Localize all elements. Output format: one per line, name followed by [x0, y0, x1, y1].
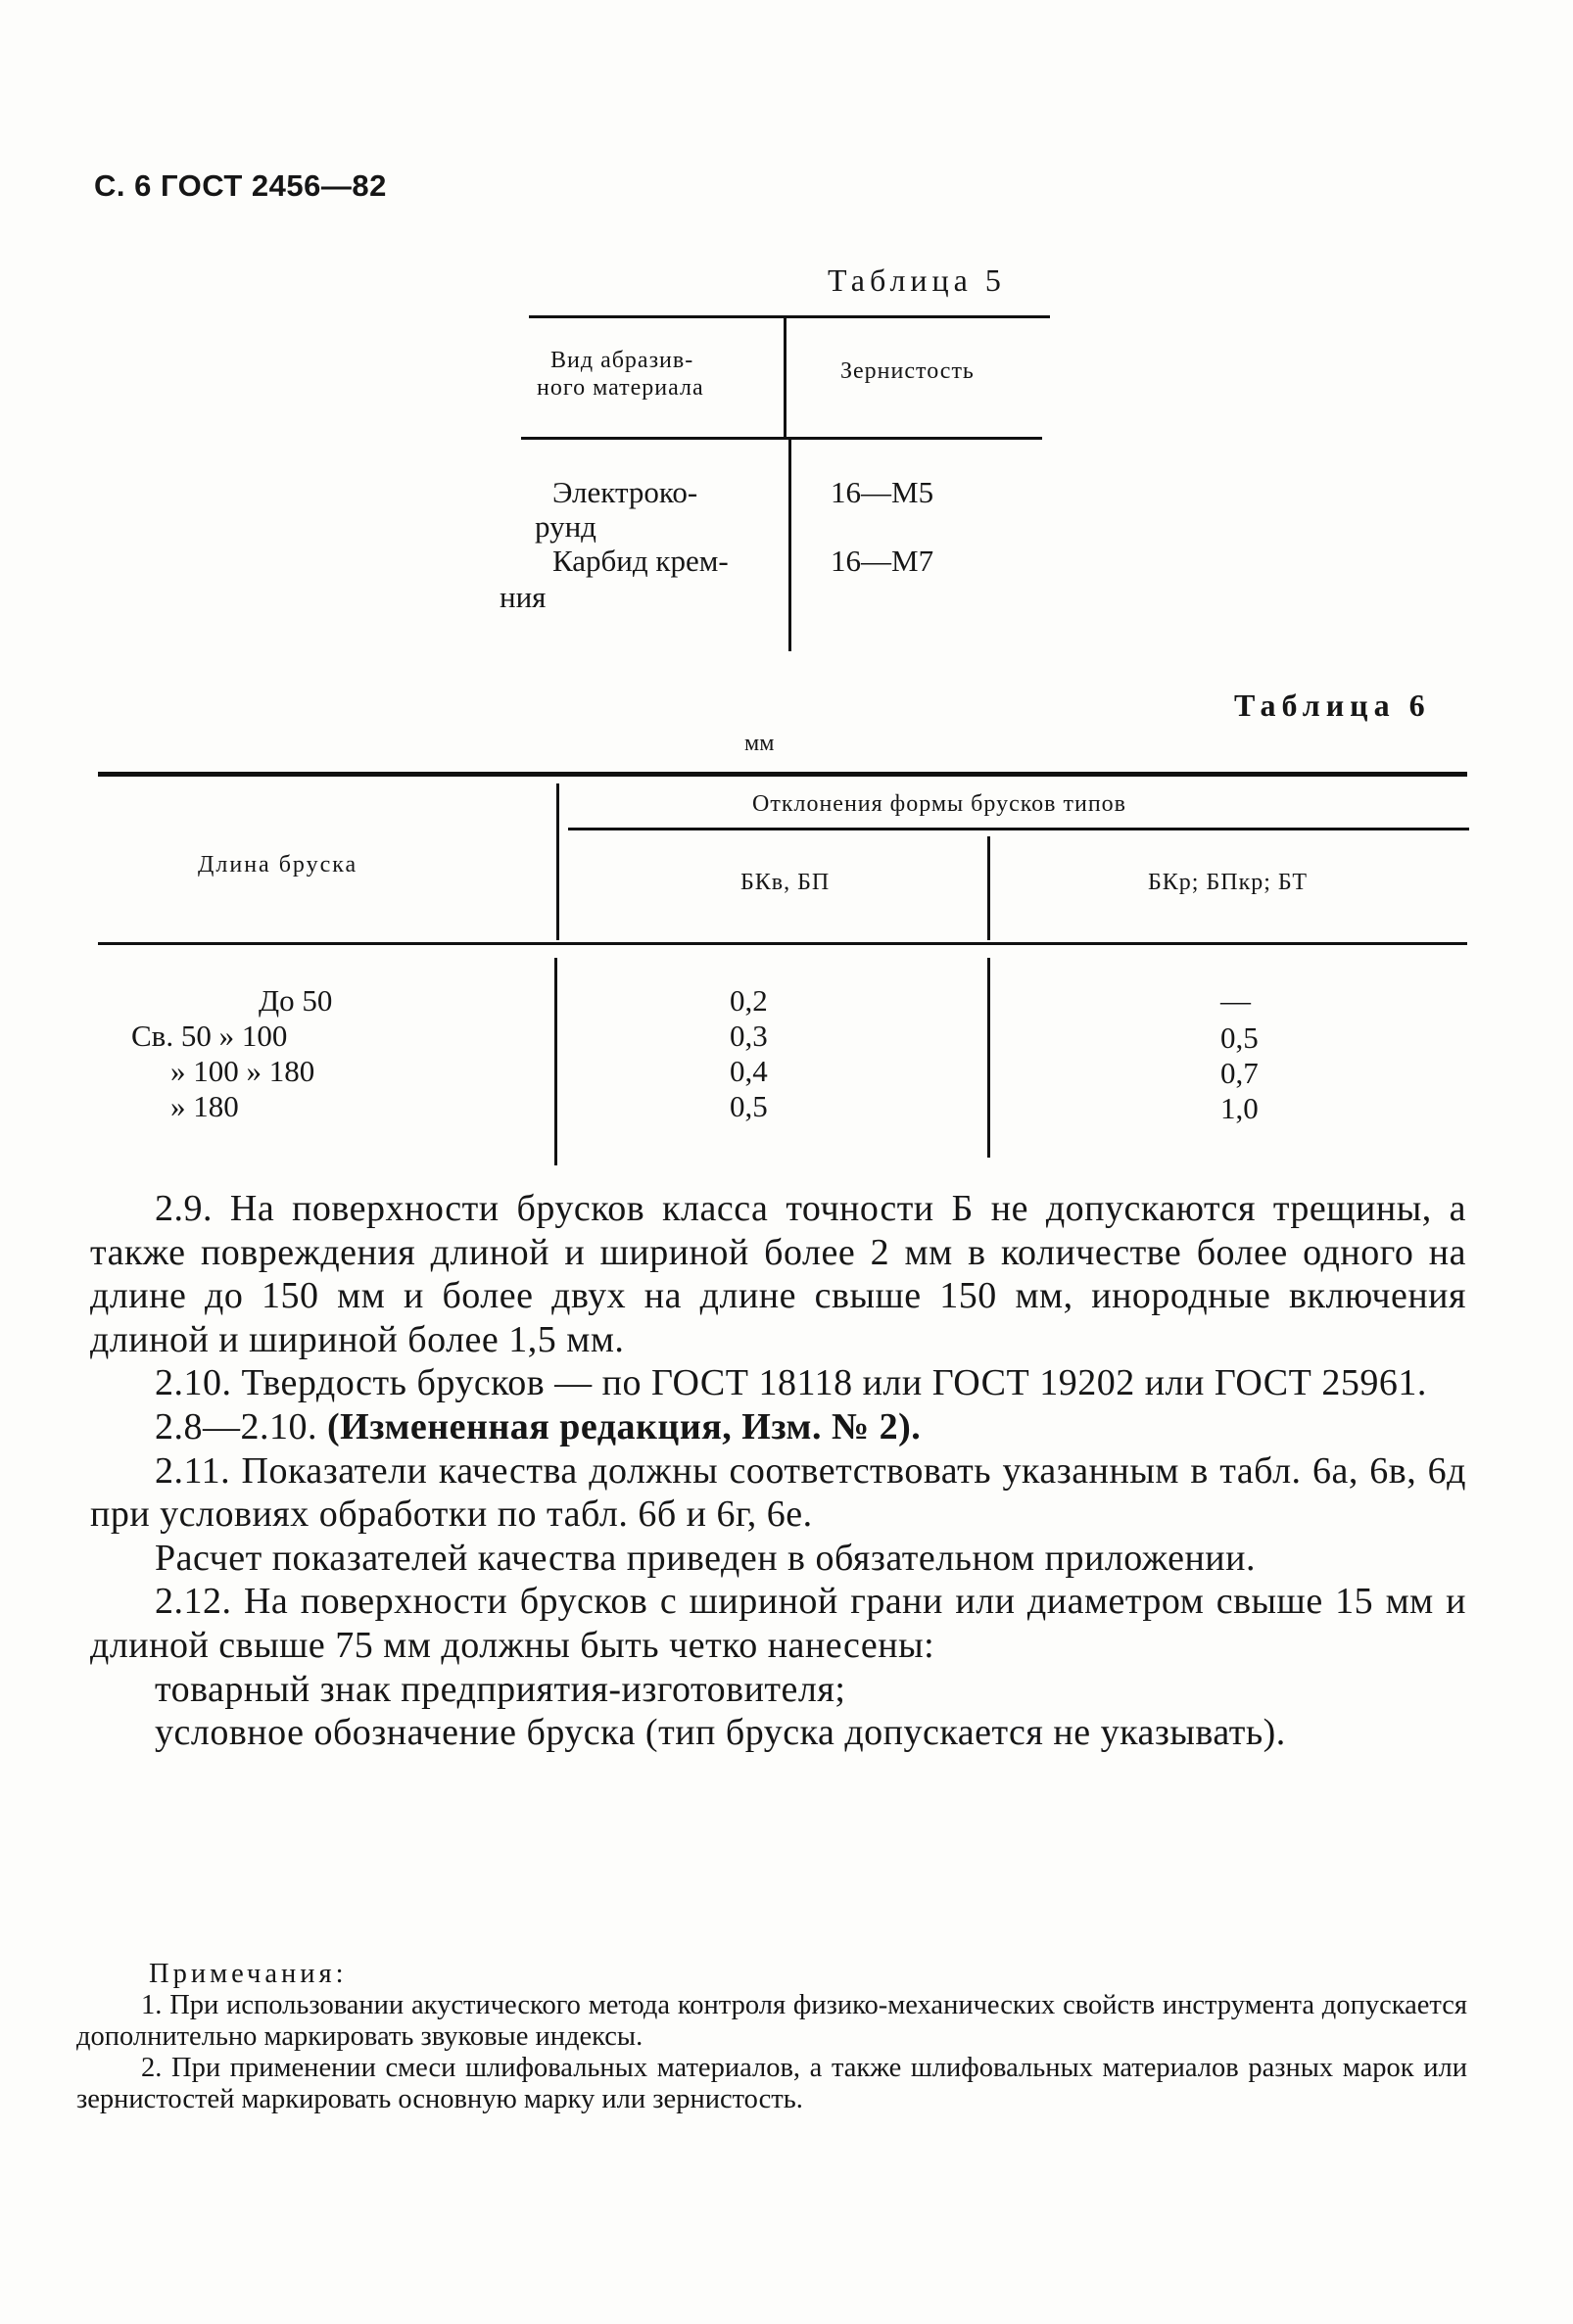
table5-row2-grit: 16—М7: [831, 544, 934, 578]
table6-caption: Таблица 6: [1234, 688, 1431, 723]
note-1: 1. При использовании акустического метода контроля физико-механических свойств инструмента допускается дополнительно маркировать звуковые индексы.: [76, 1990, 1467, 2052]
table6-body-divider-1: [554, 958, 557, 1165]
table6-row2-length: Св. 50 » 100: [131, 1019, 288, 1053]
table6-header-rule: [98, 942, 1467, 945]
table5-col2-header: Зернистость: [840, 358, 975, 384]
table6-row4-length: » 180: [170, 1089, 239, 1123]
table6-body-divider-2: [987, 958, 990, 1158]
table5-header-divider: [784, 315, 786, 437]
table6-sub-header-1: БКв, БП: [740, 870, 831, 895]
table6-header-divider-sub: [987, 836, 990, 940]
table5-row1-grit: 16—М5: [831, 475, 934, 509]
note-2: 2. При применении смеси шлифовальных материалов, а также шлифовальных материалов разных марок или зернистостей маркировать основную марку или зернистость.: [76, 2053, 1467, 2114]
table6-sub-header-2: БКр; БПкр; БТ: [1148, 870, 1309, 895]
notes-title: Примечания:: [149, 1959, 348, 1989]
table6-group-rule: [568, 828, 1469, 830]
table5-row2-material-line2: ния: [500, 580, 547, 614]
paragraph-2-11-calc: Расчет показателей качества приведен в обязательном приложении.: [155, 1537, 1256, 1579]
table5-top-rule: [529, 315, 1050, 318]
table6-header-divider-main: [556, 783, 559, 940]
table6-col1-header: Длина бруска: [198, 852, 358, 877]
table6-unit: мм: [744, 731, 775, 756]
body-text: [90, 1187, 1466, 1755]
amendment-note: (Измененная редакция, Изм. № 2).: [327, 1405, 922, 1447]
table6-row2-v2: 0,5: [1220, 1020, 1259, 1055]
paragraph-2-11: 2.11. Показатели качества должны соответствовать указанным в табл. 6а, 6в, 6д при условиях обработки по табл. 6б и 6г, 6е.: [90, 1449, 1466, 1536]
table5-col1-header-line1: Вид абразив-: [550, 348, 694, 373]
table5-caption: Таблица 5: [828, 262, 1006, 298]
table6-group-header: Отклонения формы брусков типов: [752, 791, 1127, 817]
page-header: С. 6 ГОСТ 2456—82: [94, 168, 387, 203]
paragraph-2-9: 2.9. На поверхности брусков класса точности Б не допускаются трещины, а также повреждения длиной и шириной более 2 мм в количестве более одного на длине до 150 мм и более двух на длине свыше 150 мм, инородные включения длиной и шириной более 1,5 мм.: [90, 1188, 1466, 1360]
table6-top-rule: [98, 772, 1467, 777]
paragraph-2-8-prefix: 2.8—2.10.: [155, 1405, 327, 1447]
table6-row2-v1: 0,3: [730, 1019, 768, 1053]
table6-row4-v1: 0,5: [730, 1089, 768, 1123]
table5-row1-material-line1: Электроко-: [552, 475, 698, 509]
paragraph-2-12-item1: товарный знак предприятия-изготовителя;: [155, 1668, 846, 1710]
paragraph-2-12: 2.12. На поверхности брусков с шириной грани или диаметром свыше 15 мм и длиной свыше 75 мм должны быть четко нанесены:: [90, 1581, 1466, 1666]
table5-header-rule: [521, 437, 1042, 440]
table6-row3-length: » 100 » 180: [170, 1054, 315, 1088]
paragraph-2-12-item2: условное обозначение бруска (тип бруска допускается не указывать).: [155, 1712, 1286, 1754]
table5-body-divider: [788, 440, 791, 651]
notes: [76, 1959, 1467, 2115]
table6-row1-v1: 0,2: [730, 983, 768, 1018]
paragraph-2-10: 2.10. Твердость брусков — по ГОСТ 18118 или ГОСТ 19202 или ГОСТ 25961.: [155, 1362, 1427, 1404]
table6-row1-length: До 50: [259, 983, 333, 1018]
table6-row1-v2: —: [1220, 983, 1251, 1018]
table5-row2-material-line1: Карбид крем-: [552, 544, 729, 578]
table6-row3-v1: 0,4: [730, 1054, 768, 1088]
paragraph-2-8-amendment: [90, 1405, 1466, 1449]
table6-row3-v2: 0,7: [1220, 1056, 1259, 1090]
table5-row1-material-line2: рунд: [535, 509, 596, 544]
table6-row4-v2: 1,0: [1220, 1091, 1259, 1125]
table5-col1-header-line2: ного материала: [537, 375, 704, 401]
